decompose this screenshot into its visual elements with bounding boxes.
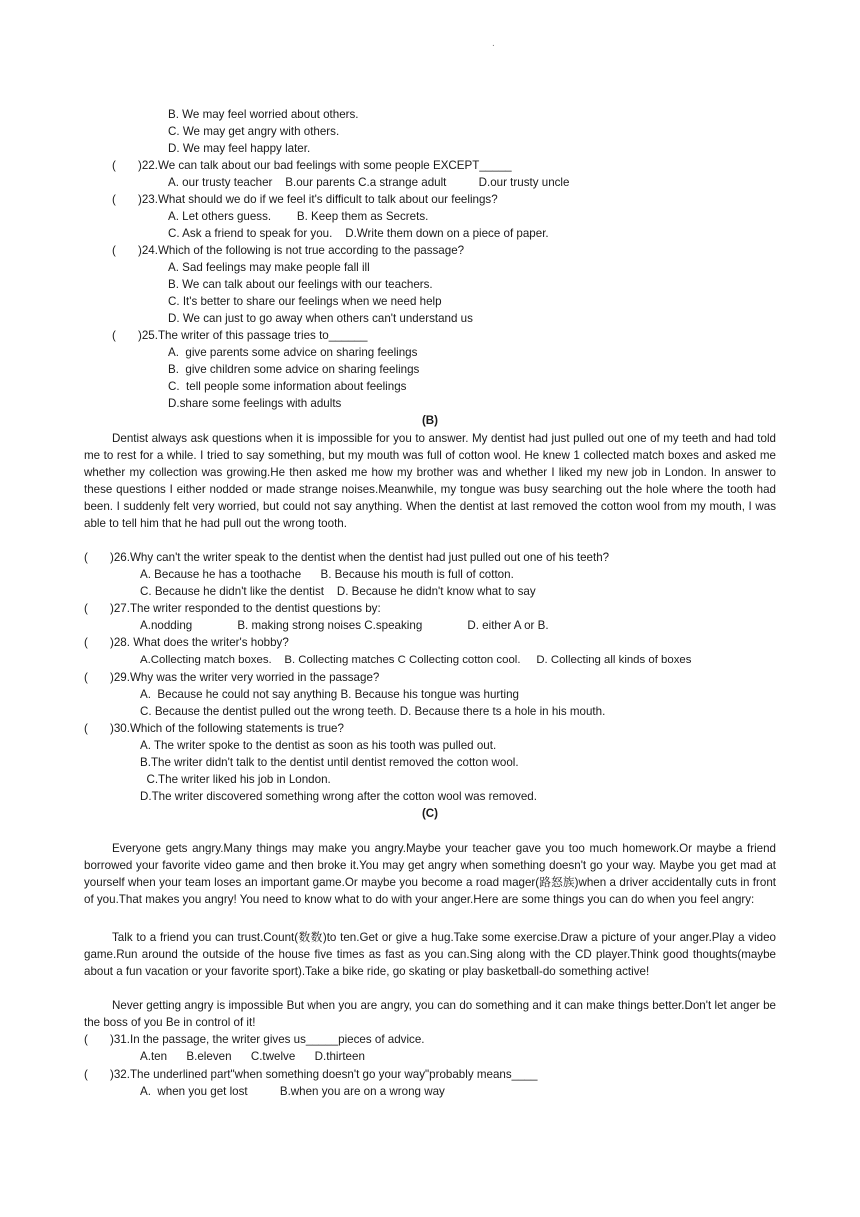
answer-bracket[interactable]: (	[84, 1033, 88, 1046]
question-22	[112, 157, 512, 174]
passage-c-paragraph-1: Everyone gets angry.Many things may make you angry.Maybe your teacher gave you too much homework.Or maybe a friend borrowed your favorite video game and then broke it.You may get angry when something doesn't go your way. Maybe you get mad at yourself when your team loses an important game.Or maybe you become a road mager(路怒族)when a driver accidentally cuts in front of you.That makes you angry! You need to know what to do with your anger.Here are some things you can do when you feel angry:	[84, 842, 776, 907]
q22-options: A. our trusty teacher B.our parents C.a strange adult D.our trusty uncle	[168, 176, 570, 189]
q21-option-c: C. We may get angry with others.	[168, 125, 340, 138]
header-mark: .	[492, 38, 495, 49]
q26-options-1: A. Because he has a toothache B. Because his mouth is full of cotton.	[140, 568, 514, 581]
answer-bracket[interactable]: (	[112, 159, 116, 172]
question-text: )30.Which of the following statements is true?	[110, 722, 344, 735]
q24-option-a: A. Sad feelings may make people fall ill	[168, 261, 370, 274]
question-text: )24.Which of the following is not true according to the passage?	[138, 244, 465, 257]
section-b-heading: (B)	[421, 414, 439, 427]
q23-options-2: C. Ask a friend to speak for you. D.Write them down on a piece of paper.	[168, 227, 549, 240]
q21-option-d: D. We may feel happy later.	[168, 142, 311, 155]
q29-options-1: A. Because he could not say anything B. Because his tongue was hurting	[140, 688, 519, 701]
question-25	[112, 327, 367, 344]
q32-options: A. when you get lost B.when you are on a wrong way	[140, 1085, 445, 1098]
q23-options-1: A. Let others guess. B. Keep them as Secrets.	[168, 210, 429, 223]
answer-bracket[interactable]: (	[84, 722, 88, 735]
q24-option-b: B. We can talk about our feelings with our teachers.	[168, 278, 433, 291]
question-text: )25.The writer of this passage tries to______	[138, 329, 368, 342]
q24-option-d: D. We can just to go away when others can't understand us	[168, 312, 473, 325]
q29-options-2: C. Because the dentist pulled out the wrong teeth. D. Because there ts a hole in his mouth.	[140, 705, 606, 718]
question-23	[112, 191, 498, 208]
question-26	[84, 549, 609, 566]
q30-option-c: C.The writer liked his job in London.	[140, 773, 331, 786]
q21-option-b: B. We may feel worried about others.	[168, 108, 359, 121]
q28-options: A.Collecting match boxes. B. Collecting matches C Collecting cotton cool. D. Collecting all kinds of boxes	[140, 654, 692, 666]
answer-bracket[interactable]: (	[84, 636, 88, 649]
passage-b: Dentist always ask questions when it is impossible for you to answer. My dentist had just pulled out one of my teeth and had told me to rest for a while. I tried to say something, but my mouth was full of cotton wool. He knew 1 collected match boxes and asked me whether my collection was growing.He then asked me how my brother was and whether I liked my new job in London. In answer to these questions I either nodded or made strange noises.Meanwhile, my tongue was busy searching out the hole where the tooth had been. I suddenly felt very worried, but could not say anything. When the dentist at last removed the cotton wool from my mouth, I was able to tell him that he had pull out the wrong tooth.	[84, 432, 776, 531]
answer-bracket[interactable]: (	[84, 551, 88, 564]
answer-bracket[interactable]: (	[112, 329, 116, 342]
section-c-heading: (C)	[421, 807, 439, 820]
passage-c-paragraph-3: Never getting angry is impossible But when you are angry, you can do something and it can make things better.Don't let anger be the boss of you Be in control of it!	[84, 999, 776, 1030]
q25-option-b: B. give children some advice on sharing feelings	[168, 363, 420, 376]
answer-bracket[interactable]: (	[84, 1068, 88, 1081]
q30-option-d: D.The writer discovered something wrong after the cotton wool was removed.	[140, 790, 537, 803]
answer-bracket[interactable]: (	[112, 244, 116, 257]
passage-c-paragraph-2: Talk to a friend you can trust.Count(数数)to ten.Get or give a hug.Take some exercise.Draw a picture of your anger.Play a video game.Run around the outside of the house five times as fast as you can.Sing along with the CD player.Think good thoughts(maybe about a fun vacation or your favorite sport).Take a bike ride, go skating or play basketball-do something active!	[84, 931, 776, 979]
q25-option-a: A. give parents some advice on sharing feelings	[168, 346, 418, 359]
question-24	[112, 242, 464, 259]
q27-options: A.nodding B. making strong noises C.speaking D. either A or B.	[140, 619, 549, 632]
question-31	[84, 1031, 425, 1048]
question-32	[84, 1066, 537, 1083]
question-text: )23.What should we do if we feel it's difficult to talk about our feelings?	[138, 193, 498, 206]
question-text: )22.We can talk about our bad feelings with some people EXCEPT_____	[138, 159, 512, 172]
q24-option-c: C. It's better to share our feelings when we need help	[168, 295, 442, 308]
question-29	[84, 669, 379, 686]
question-text: )31.In the passage, the writer gives us_____pieces of advice.	[110, 1033, 425, 1046]
question-text: )32.The underlined part"when something doesn't go your way"probably means____	[110, 1068, 538, 1081]
answer-bracket[interactable]: (	[84, 602, 88, 615]
q30-option-a: A. The writer spoke to the dentist as soon as his tooth was pulled out.	[140, 739, 497, 752]
q31-options: A.ten B.eleven C.twelve D.thirteen	[140, 1050, 365, 1063]
q25-option-c: C. tell people some information about feelings	[168, 380, 407, 393]
question-text: )27.The writer responded to the dentist questions by:	[110, 602, 381, 615]
q26-options-2: C. Because he didn't like the dentist D. Because he didn't know what to say	[140, 585, 536, 598]
q30-option-b: B.The writer didn't talk to the dentist until dentist removed the cotton wool.	[140, 756, 519, 769]
question-30	[84, 720, 344, 737]
question-text: )29.Why was the writer very worried in the passage?	[110, 671, 380, 684]
answer-bracket[interactable]: (	[112, 193, 116, 206]
answer-bracket[interactable]: (	[84, 671, 88, 684]
q25-option-d: D.share some feelings with adults	[168, 397, 342, 410]
question-27	[84, 600, 381, 617]
question-text: )26.Why can't the writer speak to the dentist when the dentist had just pulled out one of his teeth?	[110, 551, 610, 564]
question-28	[84, 634, 289, 651]
question-text: )28. What does the writer's hobby?	[110, 636, 289, 649]
